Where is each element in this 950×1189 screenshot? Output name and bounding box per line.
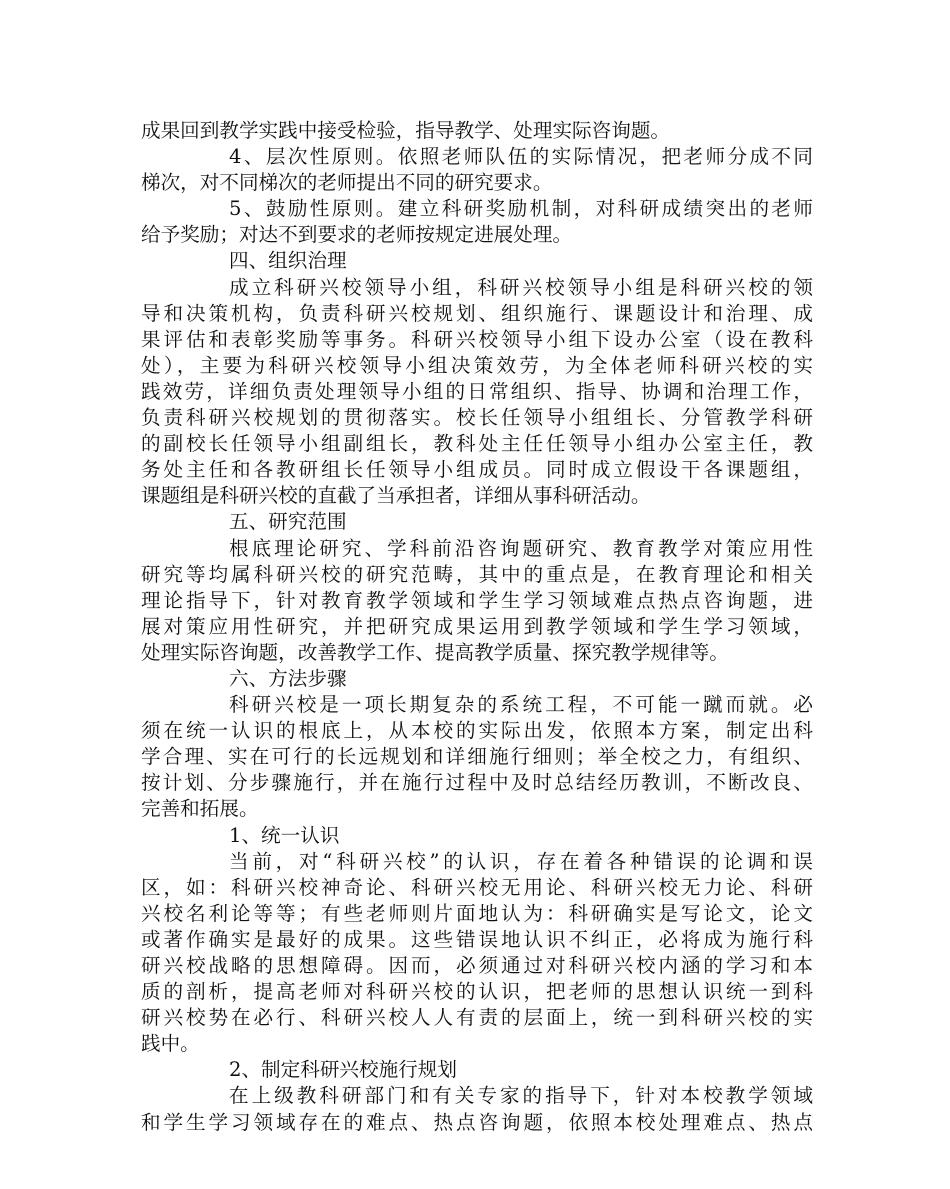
section-heading: 四、组织治理 <box>229 249 347 273</box>
paragraph-line: 学合理、实在可行的长远规划和详细施行细则；举全校之力，有组织、 <box>141 745 813 769</box>
paragraph-line: 研究等均属科研兴校的研究范畴，其中的重点是，在教育理论和相关 <box>141 562 813 586</box>
paragraph-line: 完善和拓展。 <box>141 797 259 821</box>
paragraph-line: 研兴校战略的思想障碍。因而，必须通过对科研兴校内涵的学习和本 <box>141 954 813 977</box>
paragraph-line: 梯次，对不同梯次的老师提出不同的研究要求。 <box>141 171 553 195</box>
paragraph-line: 兴校名利论等等；有些老师则片面地认为：科研确实是写论文，论文 <box>141 901 813 925</box>
paragraph-line: 当前，对“科研兴校”的认识，存在着各种错误的论调和误 <box>229 849 813 873</box>
paragraph-line: 果评估和表彰奖励等事务。科研兴校领导小组下设办公室（设在教科 <box>141 327 813 351</box>
subsection-heading: 1、统一认识 <box>229 823 340 847</box>
paragraph-line: 践中。 <box>141 1032 200 1056</box>
paragraph-line: 和学生学习领域存在的难点、热点咨询题，依照本校处理难点、热点 <box>141 1110 813 1134</box>
paragraph-line: 4、层次性原则。依照老师队伍的实际情况，把老师分成不同 <box>229 145 813 169</box>
paragraph-line: 展对策应用性研究，并把研究成果运用到教学领域和学生学习领域， <box>141 614 813 638</box>
subsection-heading: 2、制定科研兴校施行规划 <box>229 1058 457 1082</box>
paragraph-line: 区，如：科研兴校神奇论、科研兴校无用论、科研兴校无力论、科研 <box>141 875 813 899</box>
document-body <box>141 118 813 1136</box>
paragraph-line: 处理实际咨询题，改善教学工作、提高教学质量、探究教学规律等。 <box>141 640 729 664</box>
paragraph-line: 研兴校势在必行、科研兴校人人有责的层面上，统一到科研兴校的实 <box>141 1006 813 1030</box>
paragraph-line: 在上级教科研部门和有关专家的指导下，针对本校教学领域 <box>229 1084 813 1108</box>
section-heading: 六、方法步骤 <box>229 666 347 690</box>
paragraph-line: 成立科研兴校领导小组，科研兴校领导小组是科研兴校的领 <box>229 275 813 299</box>
paragraph-line: 课题组是科研兴校的直截了当承担者，详细从事科研活动。 <box>141 484 651 508</box>
paragraph-line: 导和决策机构，负责科研兴校规划、组织施行、课题设计和治理、成 <box>141 301 813 325</box>
paragraph-line: 5、鼓励性原则。建立科研奖励机制，对科研成绩突出的老师 <box>229 197 813 221</box>
paragraph-line: 成果回到教学实践中接受检验，指导教学、处理实际咨询题。 <box>141 119 671 142</box>
paragraph-line: 按计划、分步骤施行，并在施行过程中及时总结经历教训，不断改良、 <box>141 771 813 795</box>
paragraph-line: 质的剖析，提高老师对科研兴校的认识，把老师的思想认识统一到科 <box>141 980 813 1004</box>
paragraph-line: 根底理论研究、学科前沿咨询题研究、教育教学对策应用性 <box>229 536 813 560</box>
paragraph-line: 须在统一认识的根底上，从本校的实际出发，依照本方案，制定出科 <box>141 719 813 743</box>
paragraph-line: 给予奖励；对达不到要求的老师按规定进展处理。 <box>141 223 573 247</box>
paragraph-line: 科研兴校是一项长期复杂的系统工程，不可能一蹴而就。必 <box>229 693 813 717</box>
paragraph-line: 理论指导下，针对教育教学领域和学生学习领域难点热点咨询题，进 <box>141 588 813 612</box>
paragraph-line: 的副校长任领导小组副组长，教科处主任任领导小组办公室主任，教 <box>141 432 813 456</box>
section-heading: 五、研究范围 <box>229 510 347 534</box>
paragraph-line: 负责科研兴校规划的贯彻落实。校长任领导小组组长、分管教学科研 <box>141 406 813 430</box>
paragraph-line: 践效劳，详细负责处理领导小组的日常组织、指导、协调和治理工作， <box>141 379 813 403</box>
paragraph-line: 处），主要为科研兴校领导小组决策效劳，为全体老师科研兴校的实 <box>141 353 813 377</box>
paragraph-line: 务处主任和各教研组长任领导小组成员。同时成立假设干各课题组， <box>141 458 813 482</box>
paragraph-line: 或著作确实是最好的成果。这些错误地认识不纠正，必将成为施行科 <box>141 927 813 951</box>
